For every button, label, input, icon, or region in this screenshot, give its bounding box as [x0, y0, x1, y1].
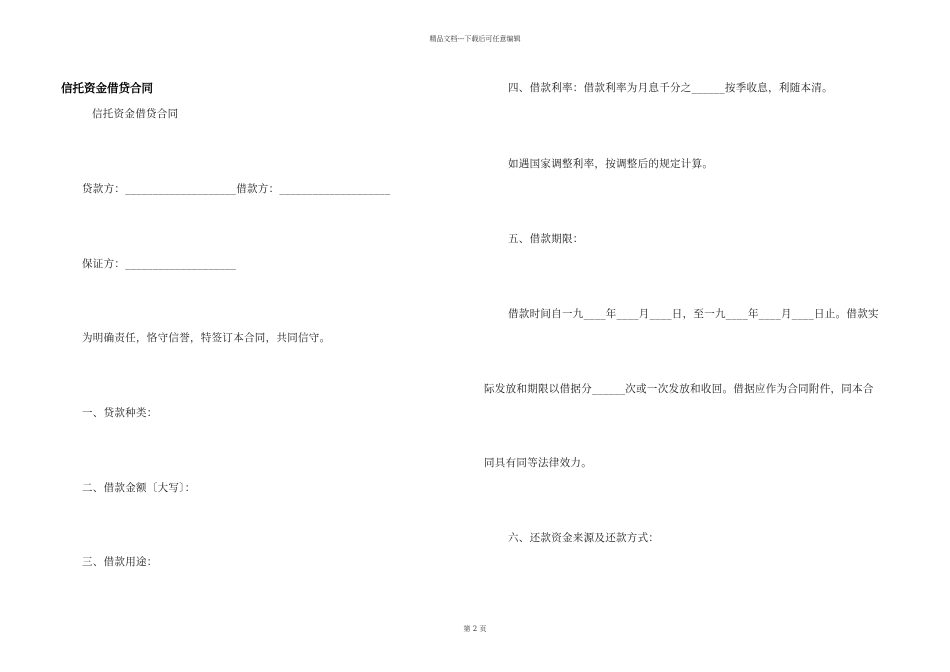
parties-guarantor: 保证方：____________________	[82, 258, 237, 270]
page-number: 第 2 页	[463, 625, 487, 633]
clause-5-heading: 五、借款期限：	[508, 233, 584, 245]
clause-1-heading: 一、贷款种类：	[82, 407, 158, 419]
clause-3-heading: 三、借款用途：	[82, 556, 158, 568]
document-subtitle: 信托资金借贷合同	[92, 108, 179, 120]
preamble-text: 为明确责任，恪守信誉，特签订本合同，共同信守。	[82, 332, 331, 344]
clause-4-heading: 四、借款利率：借款利率为月息千分之______按季收息，利随本清。	[508, 82, 833, 94]
page-header: 精品文档---下载后可任意编辑	[429, 35, 521, 43]
clause-2-heading: 二、借款金额〔大写〕：	[82, 482, 196, 494]
clause-5-line-2: 际发放和期限以借据分______次或一次发放和收回。借据应作为合同附件，同本合	[484, 383, 874, 395]
clause-6-heading: 六、还款资金来源及还款方式：	[508, 532, 660, 544]
clause-5-line-1: 借款时间自一九____年____月____日，至一九____年____月____日止。借款实	[508, 308, 879, 320]
parties-lender-borrower: 贷款方：____________________借款方：____________________	[82, 183, 391, 195]
document-title: 信托资金借贷合同	[61, 81, 153, 95]
clause-5-line-3: 同具有同等法律效力。	[484, 457, 592, 469]
clause-4-continuation: 如遇国家调整利率，按调整后的规定计算。	[508, 158, 714, 170]
